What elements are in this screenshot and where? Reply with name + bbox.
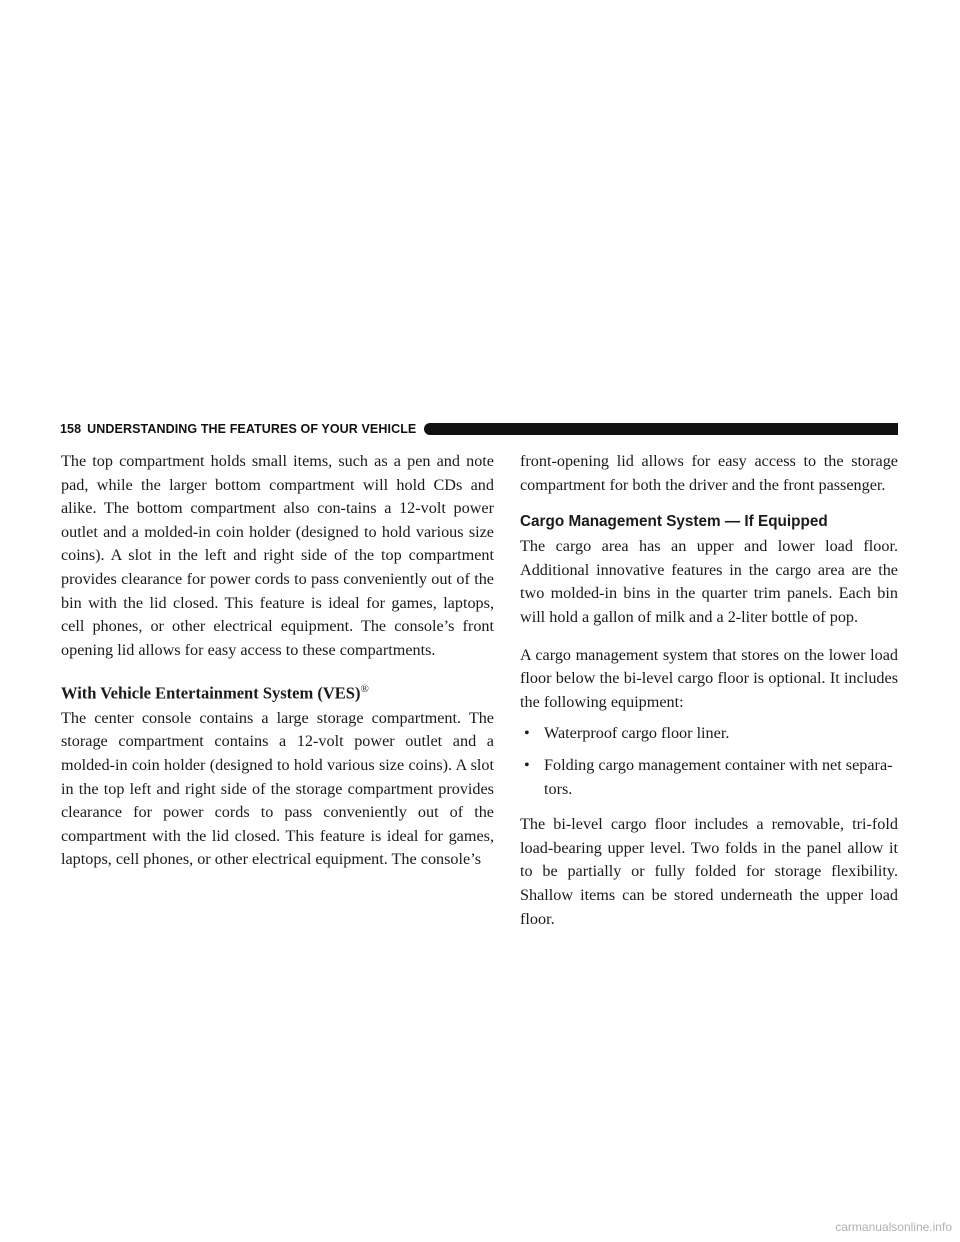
left-column (61, 450, 494, 886)
paragraph-cargo-system: A cargo management system that stores on the lower load floor below the bi-level cargo floor is optional. It includes the following equipment: (520, 645, 898, 711)
paragraph-cargo-area: The cargo area has an upper and lower load floor. Additional innovative features in the cargo area are the two molded-in bins in the quarter trim panels. Each bin will hold a gallon of milk and a 2-liter bottle of pop. (520, 537, 898, 626)
watermark: carmanualsonline.info (835, 1220, 952, 1234)
equipment-list (520, 722, 898, 801)
header-rule-bar (424, 423, 898, 435)
page-number: 158 (60, 422, 82, 436)
right-column (520, 450, 898, 945)
paragraph-ves-console: The center console contains a large storage compartment. The storage compartment contains a 12-volt power outlet and a molded-in coin holder (designed to hold various size coins). A slot in the top left and right side of the storage compartment provides clearance for power cords to pass conveniently out of the compartment with the lid closed. This feature is ideal for games, laptops, cell phones, or other electrical equipment. The console’s (61, 708, 494, 869)
heading-ves-text: With Vehicle Entertainment System (VES) (61, 683, 361, 703)
list-item (520, 722, 898, 746)
paragraph-compartments: The top compartment holds small items, such as a pen and note pad, while the larger bottom compartment will hold CDs and alike. The bottom compartment also con-tains a 12-volt power outlet and a molded-in coin holder (designed to hold various size coins). A slot in the left and right side of the top compartment provides clearance for power cords to pass conveniently out of the bin with the lid closed. This feature is ideal for games, laptops, cell phones, or other electrical equipment. The console’s front opening lid allows for easy access to these compartments. (61, 452, 494, 659)
page-header (60, 419, 898, 439)
paragraph-bi-level-floor: The bi-level cargo floor includes a removable, tri-fold load-bearing upper level. Two folds in the panel allow it to be partially or fully folded for storage flexibility. Shallow items can be stored underneath the upper load floor. (520, 815, 898, 928)
heading-cargo-management: Cargo Management System — If Equipped (520, 513, 828, 531)
heading-ves (61, 678, 494, 705)
bullet-icon: • (524, 755, 530, 774)
bullet-icon: • (524, 724, 530, 743)
list-item (520, 754, 898, 801)
list-item-text: Waterproof cargo floor liner. (544, 724, 730, 743)
registered-mark: ® (360, 683, 369, 696)
paragraph-continuation: front-opening lid allows for easy access to the storage compartment for both the driver and the front passenger. (520, 452, 898, 494)
section-title: UNDERSTANDING THE FEATURES OF YOUR VEHICLE (87, 422, 417, 436)
list-item-text: Folding cargo management container with net separa-tors. (544, 755, 893, 798)
